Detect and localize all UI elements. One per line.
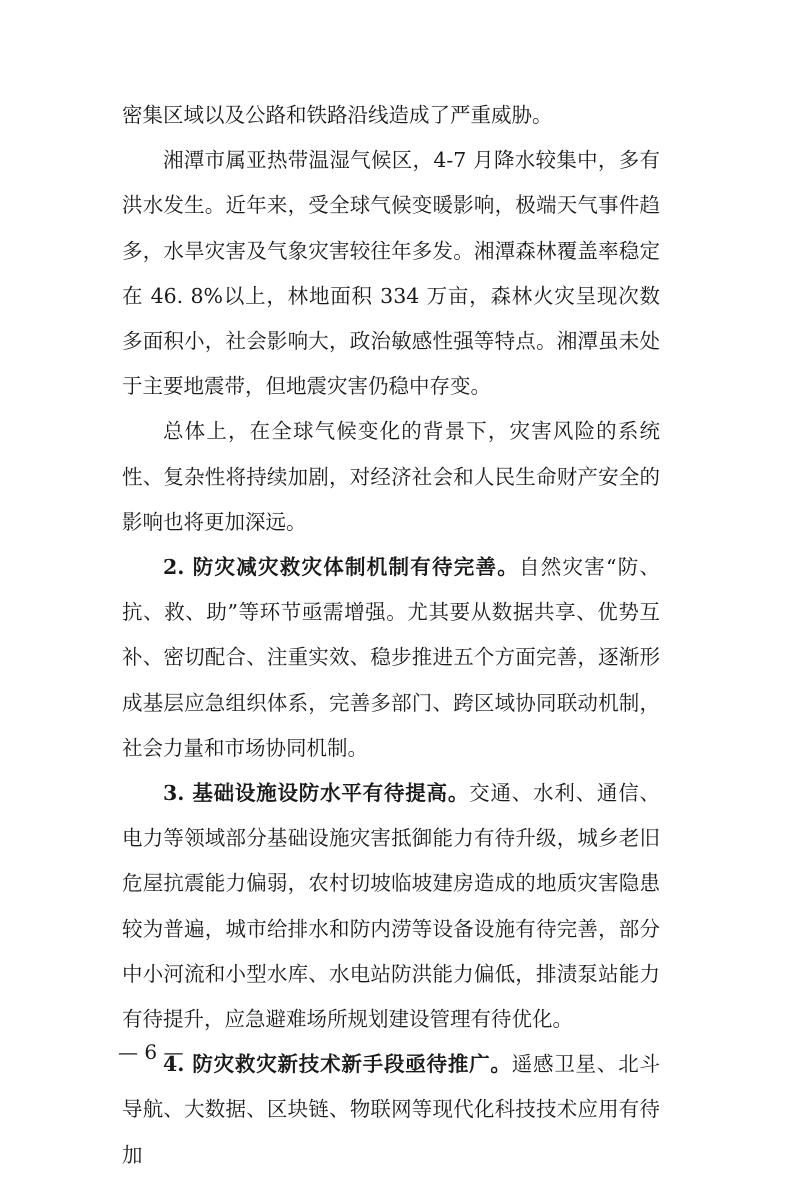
page-number: — 6 — (118, 1040, 184, 1064)
paragraph-text: 交通、水利、通信、电力等领域部分基础设施灾害抵御能力有待升级，城乡老旧危屋抗震能力偏弱，农村切坡临坡建房造成的地质灾害隐患较为普遍，城市给排水和防内涝等设备设施有待完善，部分中小河流和小型水库、水电站防洪能力偏低，排渍泵站能力有待提升，应急避难场所规划建设管理有待优化。 (122, 781, 661, 1032)
paragraph-continued (122, 93, 660, 138)
paragraph-text: 总体上，在全球气候变化的背景下，灾害风险的系统性、复杂性将持续加剧，对经济社会和人民生命财产安全的影响也将更加深远。 (122, 419, 660, 534)
section-heading: 4. 防灾救灾新技术新手段亟待推广。 (163, 1052, 512, 1077)
paragraph-section-4 (122, 1042, 660, 1178)
paragraph-climate (122, 138, 660, 409)
paragraph-section-3 (122, 771, 660, 1042)
paragraph-text: 自然灾害“防、抗、救、助”等环节亟需增强。尤其要从数据共享、优势互补、密切配合、注重实效、稳步推进五个方面完善，逐渐形成基层应急组织体系，完善多部门、跨区域协同联动机制，社会力量和市场协同机制。 (122, 555, 660, 760)
body-text (122, 93, 660, 1178)
section-heading: 3. 基础设施设防水平有待提高。 (163, 781, 470, 806)
paragraph-text: 密集区域以及公路和铁路沿线造成了严重威胁。 (122, 103, 553, 127)
paragraph-text: 湘潭市属亚热带温湿气候区，4-7 月降水较集中，多有洪水发生。近年来，受全球气候变暖影响，极端天气事件趋多，水旱灾害及气象灾害较往年多发。湘潭森林覆盖率稳定在 46. 8%以上，林地面积 334 万亩，森林火灾呈现次数多面积小，社会影响大，政治敏感性强等特点。湘潭虽未处于主要地震带，但地震灾害仍稳中存变。 (122, 148, 660, 399)
paragraph-summary (122, 409, 660, 545)
section-heading: 2. 防灾减灾救灾体制机制有待完善。 (163, 555, 520, 580)
paragraph-text: 遥感卫星、北斗导航、大数据、区块链、物联网等现代化科技技术应用有待加 (122, 1052, 660, 1167)
paragraph-section-2 (122, 545, 660, 771)
